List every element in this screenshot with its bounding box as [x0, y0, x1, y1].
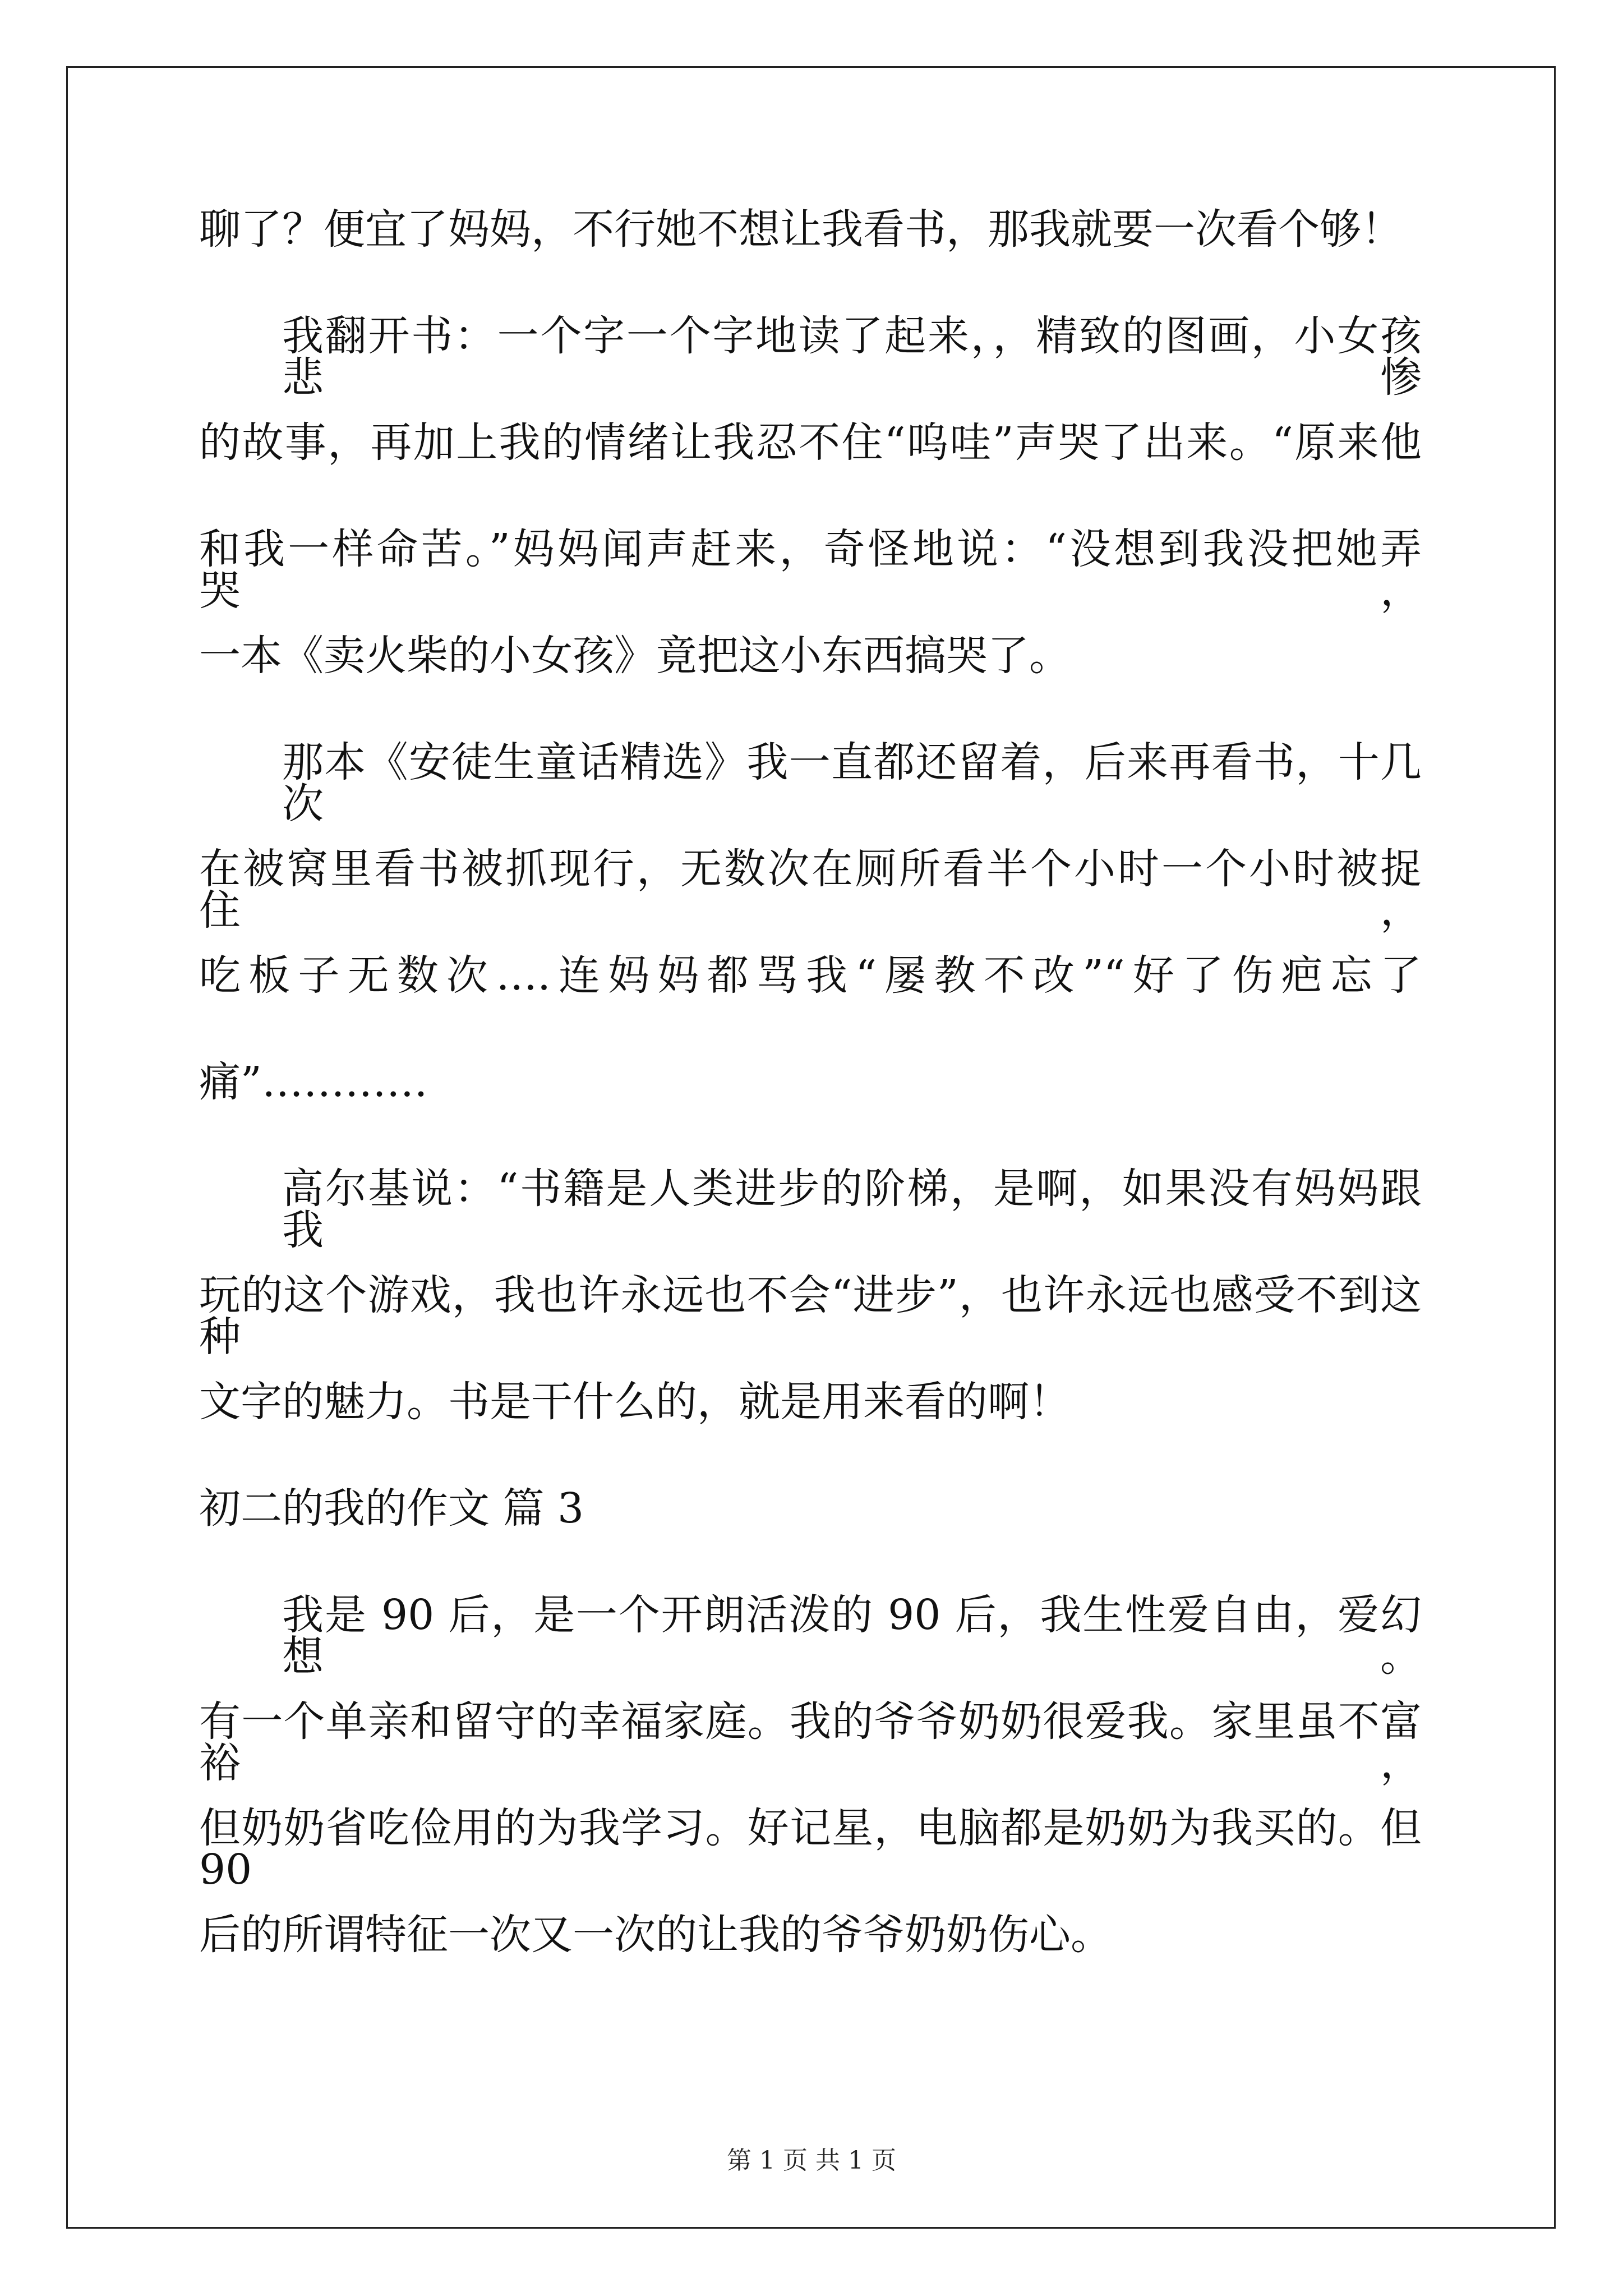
text-line: 有一个单亲和留守的幸福家庭。我的爷爷奶奶很爱我。家里虽不富裕， [199, 1697, 1422, 1787]
text-line: 但奶奶省吃俭用的为我学习。好记星，电脑都是奶奶为我买的。但 90 [199, 1804, 1422, 1894]
paragraph-start-line: 我翻开书：一个字一个字地读了起来，，精致的图画，小女孩悲惨 [282, 312, 1422, 402]
document-body [199, 205, 1422, 2021]
page-footer: 第 1 页 共 1 页 [727, 2146, 896, 2175]
text-line: 后的所谓特征一次又一次的让我的爷爷奶奶伤心。 [199, 1911, 1112, 1959]
text-line: 的故事，再加上我的情绪让我忍不住“呜哇”声哭了出来。“原来他 [199, 418, 1422, 467]
paragraph-start-line: 高尔基说：“书籍是人类进步的阶梯，是啊，如果没有妈妈跟我 [282, 1165, 1422, 1254]
section-heading: 初二的我的作文 篇 3 [199, 1484, 584, 1533]
text-line: 聊了？便宜了妈妈，不行她不想让我看书，那我就要一次看个够！ [199, 205, 1403, 254]
text-line: 痛”………… [199, 1058, 428, 1106]
text-line: 和我一样命苦。”妈妈闻声赶来，奇怪地说：“没想到我没把她弄哭， [199, 525, 1422, 615]
text-line: 文字的魅力。书是干什么的，就是用来看的啊！ [199, 1378, 1071, 1426]
text-line: 吃板子无数次….连妈妈都骂我“屡教不改”“好了伤疤忘了 [199, 951, 1422, 1000]
text-line: 一本《卖火柴的小女孩》竟把这小东西搞哭了。 [199, 632, 1071, 680]
text-line: 玩的这个游戏，我也许永远也不会“进步”，也许永远也感受不到这种 [199, 1271, 1422, 1361]
paragraph-start-line: 那本《安徒生童话精选》我一直都还留着，后来再看书，十几次 [282, 738, 1422, 828]
paragraph-start-line: 我是 90 后，是一个开朗活泼的 90 后，我生性爱自由，爱幻想。 [282, 1591, 1422, 1681]
text-line: 在被窝里看书被抓现行，无数次在厕所看半个小时一个小时被捉住， [199, 845, 1422, 935]
